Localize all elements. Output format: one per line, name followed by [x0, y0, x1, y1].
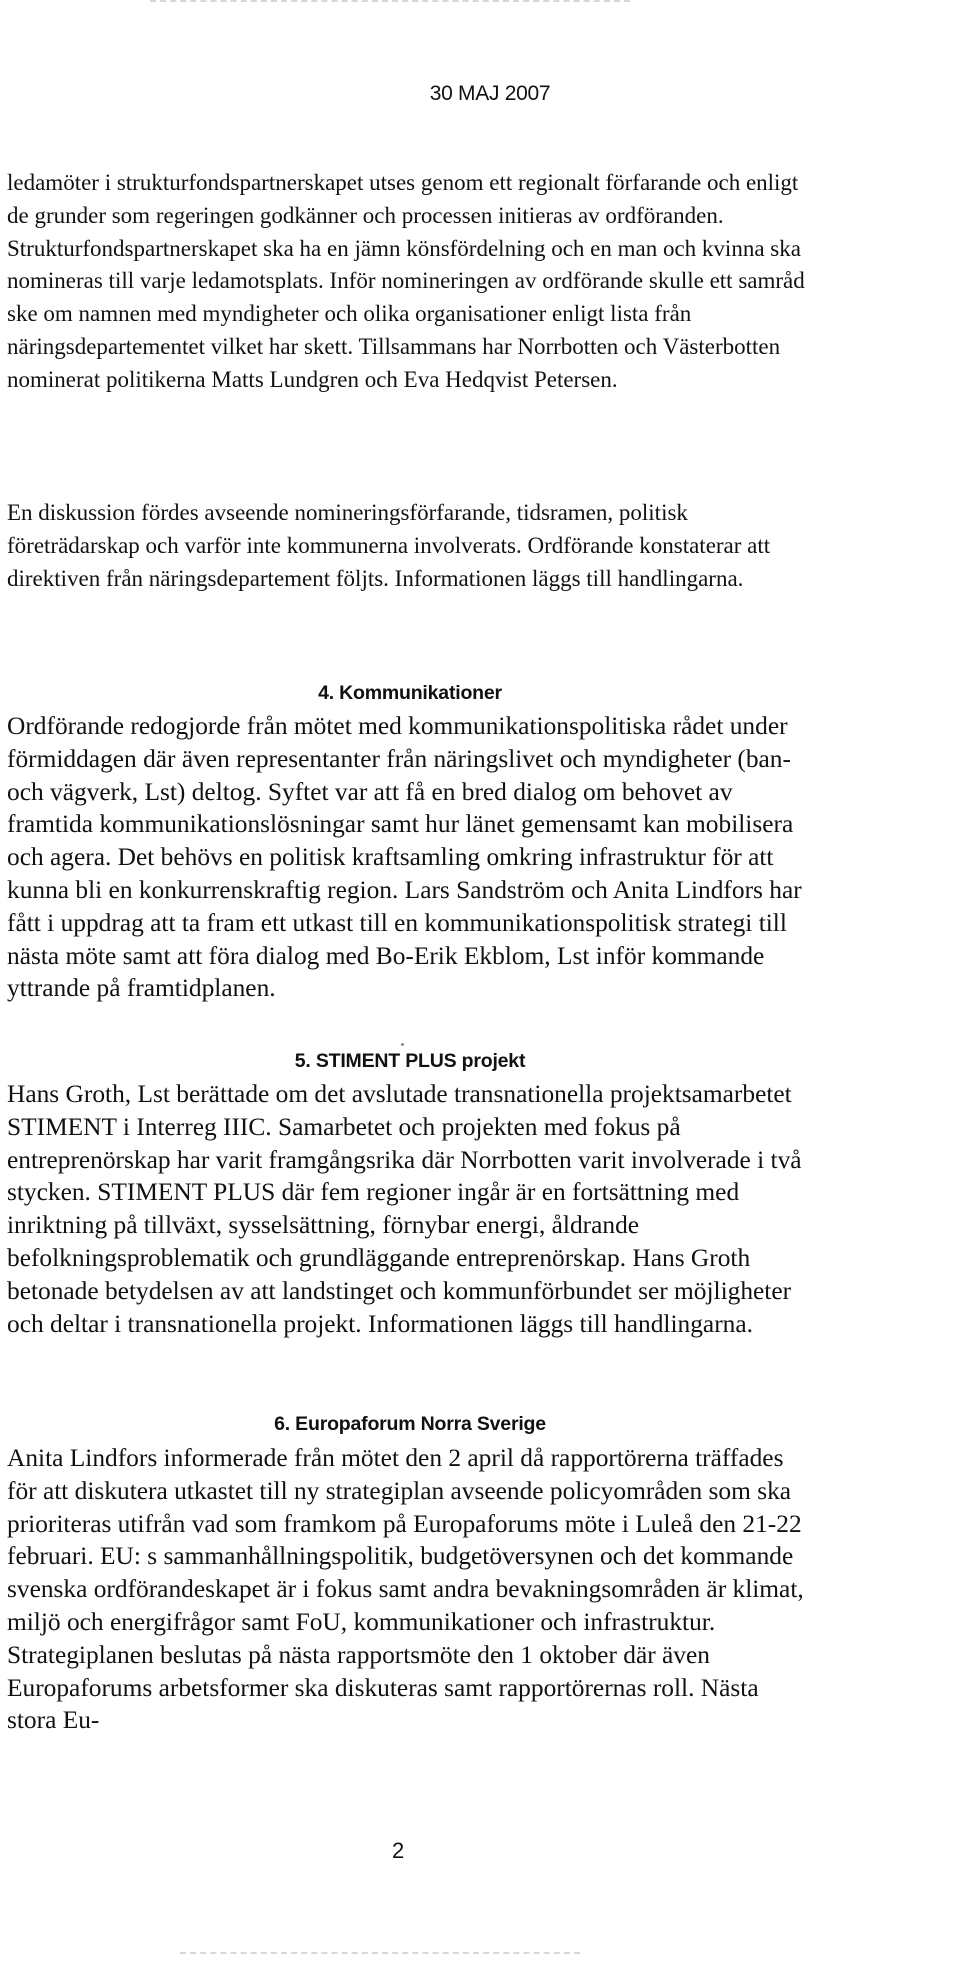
document-date: 30 MAJ 2007: [429, 82, 551, 105]
section-heading-stiment-plus: 5. STIMENT PLUS projekt: [294, 1050, 526, 1072]
europaforum-section: [7, 1442, 807, 1737]
stiment-plus-section: [7, 1078, 807, 1340]
scan-artifact-bottom: [180, 1952, 580, 1956]
scan-artifact-top: [150, 0, 630, 5]
kommunikationer-section: [7, 710, 807, 1005]
intro-paragraph-2: En diskussion fördes avseende nomineringsförfarande, tidsramen, politisk företrädarskap och varför inte kommunerna involverats. Ordförande konstaterar att direktiven från näringsdepartement följts. Informationen läggs till handlingarna.: [7, 500, 771, 591]
section-heading-kommunikationer: 4. Kommunikationer: [318, 682, 502, 704]
section-heading-europaforum: 6. Europaforum Norra Sverige: [274, 1413, 546, 1435]
intro-section: [7, 167, 807, 397]
scan-speck: [401, 1043, 404, 1046]
page-number: 2: [392, 1838, 405, 1863]
stiment-plus-paragraph: Hans Groth, Lst berättade om det avslutade transnationella projektsamarbetet STIMENT i Interreg IIIC. Samarbetet och projekten med fokus på entreprenörskap har varit framgångsrika där Norrbotten varit involverade i två stycken. STIMENT PLUS där fem regioner ingår är en fortsättning med inriktning på tillväxt, sysselsättning, förnybar energi, åldrande befolkningsproblematik och grundläggande entreprenörskap. Hans Groth betonade betydelsen av att landstinget och kommunförbundet ser möjligheter och deltar i transnationella projekt. Informationen läggs till handlingarna.: [7, 1080, 802, 1338]
europaforum-paragraph: Anita Lindfors informerade från mötet den 2 april då rapportörerna träffades för att diskutera utkastet till ny strategiplan avseende policyområden som ska prioriteras utifrån vad som framkom på Europaforums möte i Luleå den 21-22 februari. EU: s sammanhållningspolitik, budgetöversynen och det kommande svenska ordförandeskapet är i fokus samt andra bevakningsområden är klimat, miljö och energifrågor samt FoU, kommunikationer och infrastruktur. Strategiplanen beslutas på nästa rapportsmöte den 1 oktober där även Europaforums arbetsformer ska diskuteras samt rapportörernas roll. Nästa stora Eu-: [7, 1444, 804, 1735]
discussion-section: [7, 497, 807, 595]
intro-paragraph-1: ledamöter i strukturfondspartnerskapet utses genom ett regionalt förfarande och enligt de grunder som regeringen godkänner och processen initieras av ordföranden. Strukturfondspartnerskapet ska ha en jämn könsfördelning och en man och kvinna ska nomineras till varje ledamotsplats. Inför nomineringen av ordförande skulle ett samråd ske om namnen med myndigheter och olika organisationer enligt lista från näringsdepartementet vilket har skett. Tillsammans har Norrbotten och Västerbotten nominerat politikerna Matts Lundgren och Eva Hedqvist Petersen.: [7, 170, 805, 392]
kommunikationer-paragraph: Ordförande redogjorde från mötet med kommunikationspolitiska rådet under förmiddagen där även representanter från näringslivet och myndigheter (ban- och vägverk, Lst) deltog. Syftet var att få en bred dialog om behovet av framtida kommunikationslösningar samt hur länet gemensamt kan mobilisera och agera. Det behövs en politisk kraftsamling omkring infrastruktur för att kunna bli en konkurrenskraftig region. Lars Sandström och Anita Lindfors har fått i uppdrag att ta fram ett utkast till en kommunikationspolitisk strategi till nästa möte samt att föra dialog med Bo-Erik Ekblom, Lst inför kommande yttrande på framtidplanen.: [7, 712, 802, 1003]
